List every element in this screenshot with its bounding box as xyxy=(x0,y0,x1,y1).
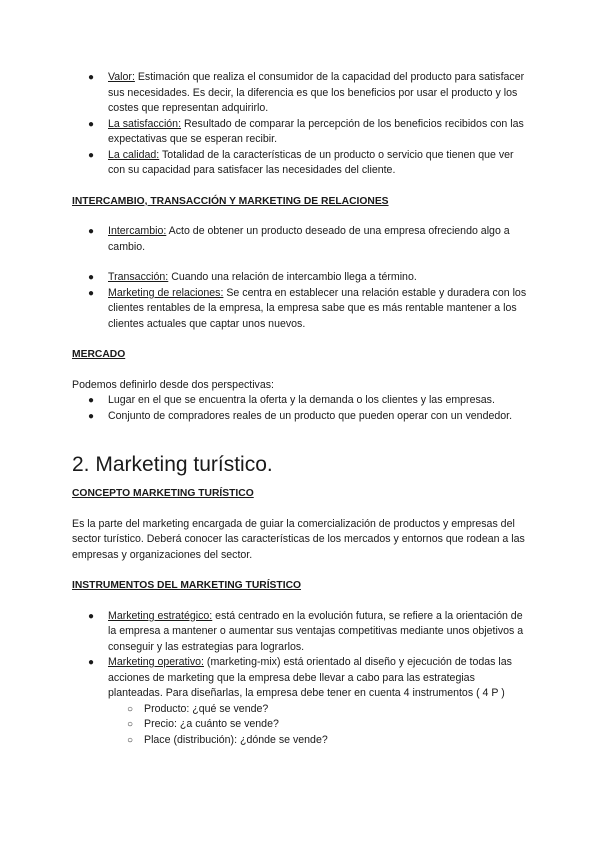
heading-mercado: MERCADO xyxy=(72,349,126,360)
bullet-icon: ● xyxy=(88,610,95,622)
definition-calidad: Totalidad de la características de un producto o servicio que tienen que ver con su capacidad para satisfacer las necesidades del cliente. xyxy=(108,148,514,176)
document-page xyxy=(72,70,532,748)
list-item xyxy=(72,70,532,117)
list-item xyxy=(72,270,532,286)
hollow-bullet-icon: ○ xyxy=(127,703,134,715)
bullet-icon: ● xyxy=(88,118,95,130)
four-p-item-text: Precio: ¿a cuánto se vende? xyxy=(144,718,279,730)
list-item xyxy=(72,393,532,409)
term-calidad: La calidad: xyxy=(108,148,160,161)
bullet-icon: ● xyxy=(88,72,95,83)
bullet-icon: ● xyxy=(88,272,95,283)
list-item xyxy=(72,702,532,718)
four-p-item-text: Place (distribución): ¿dónde se vende? xyxy=(144,733,328,746)
hollow-bullet-icon: ○ xyxy=(127,719,134,730)
mercado-item-text: Lugar en el que se encuentra la oferta y la demanda o los clientes y las empresas. xyxy=(108,394,495,406)
section1-list xyxy=(72,70,532,179)
four-p-item-text: Producto: ¿qué se vende? xyxy=(144,702,269,715)
list-item xyxy=(72,733,532,749)
term-satisfaccion: La satisfacción: xyxy=(108,117,182,130)
intercambio-list xyxy=(72,224,532,332)
term-valor: Valor: xyxy=(108,71,135,83)
heading-concepto: CONCEPTO MARKETING TURÍSTICO xyxy=(72,488,254,499)
definition-intercambio: Acto de obtener un producto deseado de una empresa ofreciendo algo a cambio. xyxy=(108,225,510,253)
section2-title: 2. Marketing turístico. xyxy=(72,453,273,476)
definition-marketing-operativo: (marketing-mix) está orientado al diseño y ejecución de todas las acciones de marketing que la empresa debe llevar a cabo para las estrategias planteadas. Para diseñarlas, la empresa debe tener en cuenta 4 instrumentos ( 4 P ) xyxy=(108,656,512,699)
four-p-list xyxy=(72,702,532,749)
term-marketing-relaciones: Marketing de relaciones: xyxy=(108,286,224,299)
term-marketing-estrategico: Marketing estratégico: xyxy=(108,609,213,622)
term-marketing-operativo: Marketing operativo: xyxy=(108,656,204,668)
list-item xyxy=(72,148,532,179)
list-item xyxy=(72,409,532,425)
instrumentos-list xyxy=(72,609,532,702)
definition-marketing-relaciones: Se centra en establecer una relación estable y duradera con los clientes rentables de la empresa, la empresa sabe que es más rentable mantener a los clientes actuales que captar unos nuevos. xyxy=(108,286,527,330)
concepto-paragraph: Es la parte del marketing encargada de guiar la comercialización de productos y empresas del sector turístico. Deberá conocer las características de los mercados y entornos que rodean a las empresas y organizaciones del sector. xyxy=(72,517,525,561)
definition-transaccion: Cuando una relación de intercambio llega a término. xyxy=(168,271,417,283)
definition-satisfaccion: Resultado de comparar la percepción de los beneficios recibidos con las expectativas que se esperan recibir. xyxy=(108,117,524,145)
bullet-icon: ● xyxy=(88,226,95,237)
bullet-icon: ● xyxy=(88,287,95,299)
list-item xyxy=(72,609,532,656)
term-transaccion: Transacción: xyxy=(108,271,169,283)
heading-intercambio: INTERCAMBIO, TRANSACCIÓN Y MARKETING DE RELACIONES xyxy=(72,195,389,207)
list-item xyxy=(72,717,532,733)
definition-marketing-estrategico: está centrado en la evolución futura, se refiere a la orientación de la empresa a mantener o aumentar sus ventajas competitivas mediante unos objetivos a conseguir y las estrategias para lograrlos. xyxy=(108,609,524,653)
mercado-list xyxy=(72,393,532,424)
mercado-intro: Podemos definirlo desde dos perspectivas: xyxy=(72,378,274,391)
bullet-icon: ● xyxy=(88,410,95,422)
list-item xyxy=(72,224,532,255)
heading-instrumentos: INSTRUMENTOS DEL MARKETING TURÍSTICO xyxy=(72,580,302,591)
bullet-icon: ● xyxy=(88,657,95,668)
bullet-icon: ● xyxy=(88,149,95,161)
bullet-icon: ● xyxy=(88,395,95,406)
list-item xyxy=(72,286,532,333)
mercado-item-text: Conjunto de compradores reales de un producto que pueden operar con un vendedor. xyxy=(108,409,513,422)
list-item xyxy=(72,655,532,702)
term-intercambio: Intercambio: xyxy=(108,225,167,237)
list-item xyxy=(72,117,532,148)
definition-valor: Estimación que realiza el consumidor de la capacidad del producto para satisfacer sus necesidades. Es decir, la diferencia es que los beneficios por usar el producto y los costes que representan adquirirlo. xyxy=(108,71,525,114)
hollow-bullet-icon: ○ xyxy=(127,734,134,746)
list-spacer xyxy=(72,255,532,270)
